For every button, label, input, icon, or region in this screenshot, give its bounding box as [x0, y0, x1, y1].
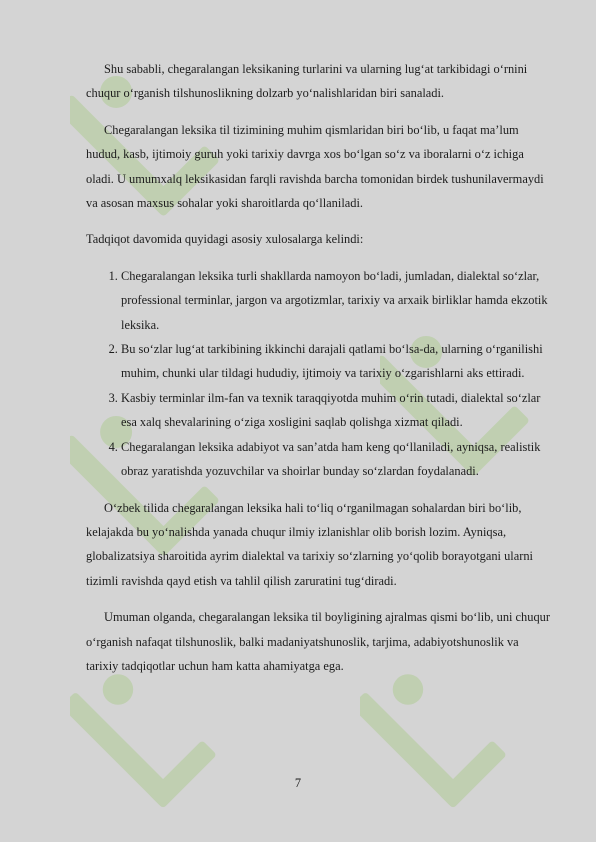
list-item: 1. Chegaralangan leksika turli shakllarda namoyon bo‘ladi, jumladan, dialektal so‘zlar, professional terminlar, jargon va argotizmlar, tarixiy va arxaik birliklar hamda ekzotik leksika.: [121, 264, 551, 337]
paragraph: Chegaralangan leksika til tizimining muhim qismlaridan biri bo‘lib, u faqat ma’lum hudud, kasb, ijtimoiy guruh yoki tarixiy davrga xos bo‘lgan so‘z va iboralarni o‘z ichiga oladi. U umumxalq leksikasidan farqli ravishda barcha tomonidan birdek tushunilavermaydi va asosan maxsus sohalar yoki sharoitlarda qo‘llaniladi.: [86, 122, 544, 211]
conclusions-list: [86, 264, 551, 484]
paragraph: O‘zbek tilida chegaralangan leksika hali to‘liq o‘rganilmagan sohalardan biri bo‘lib, kelajakda bu yo‘nalishda yanada chuqur ilmiy izlanishlar olib borish lozim. Ayniqsa, globalizatsiya sharoitida ayrim dialektal va tarixiy so‘zlarning yo‘qolib borayotgani ularni tizimli ravishda qayd etish va tahlil qilish zaruratini tug‘diradi.: [86, 500, 533, 588]
paragraph: Umuman olganda, chegaralangan leksika til boyligining ajralmas qismi bo‘lib, uni chuqur o‘rganish nafaqat tilshunoslik, balki madaniyatshunoslik, tarjima, adabiyotshunoslik va tarixiy tadqiqotlar uchun ham katta ahamiyatga ega.: [86, 610, 550, 673]
list-item: 2. Bu so‘zlar lug‘at tarkibining ikkinchi darajali qatlami bo‘lsa-da, ularning o‘rganilishi muhim, chunki ular tildagi hududiy, ijtimoiy va tarixiy o‘zgarishlarni aks ettiradi.: [121, 337, 551, 386]
list-item: 3. Kasbiy terminlar ilm-fan va texnik taraqqiyotda muhim o‘rin tutadi, dialektal so‘zlar esa xalq shevalarining o‘ziga xosligini saqlab qolishga xizmat qiladi.: [121, 386, 551, 435]
paragraph: Shu sababli, chegaralangan leksikaning turlarini va ularning lug‘at tarkibidagi o‘rnini chuqur o‘rganish tilshunoslikning dolzarb yo‘nalishlaridan biri sanaladi.: [86, 62, 528, 101]
conclusions-intro: Tadqiqot davomida quyidagi asosiy xulosalarga kelindi:: [86, 232, 364, 247]
list-item: 4. Chegaralangan leksika adabiyot va san’atda ham keng qo‘llaniladi, ayniqsa, realistik obraz yaratishda yozuvchilar va shoirlar bunday so‘zlardan foydalanadi.: [121, 435, 551, 484]
document-body: [86, 57, 551, 690]
page-number: 7: [294, 776, 302, 790]
